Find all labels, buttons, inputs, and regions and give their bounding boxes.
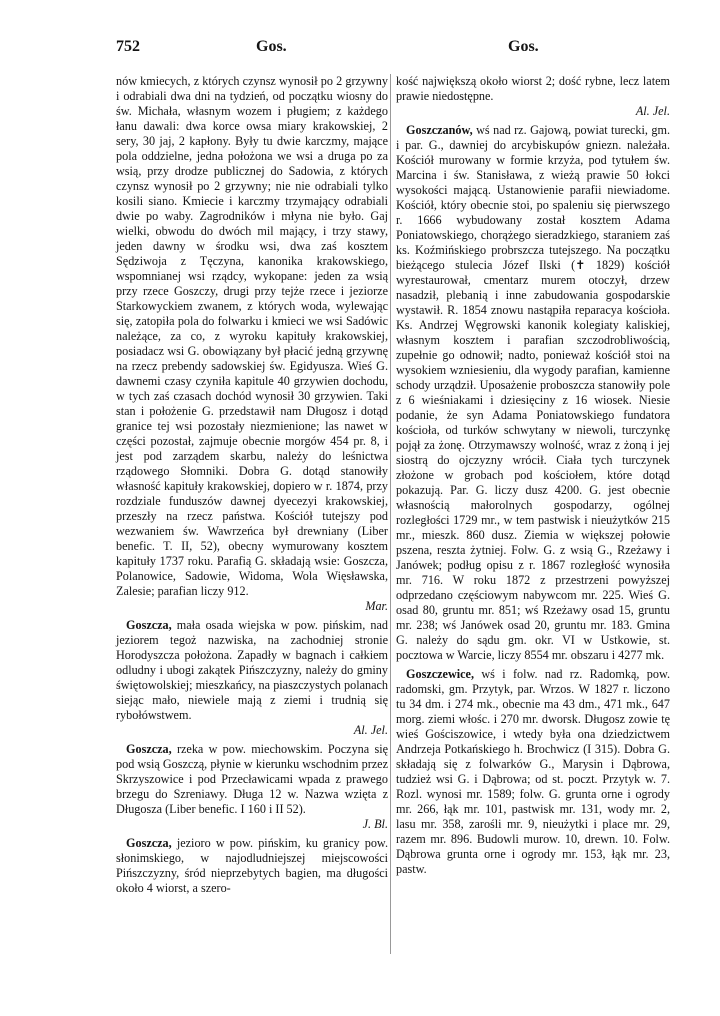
author-signature: J. Bl.: [362, 817, 388, 831]
entry-goszczewice: [396, 667, 670, 877]
entry-continuation: [116, 74, 388, 614]
entry-text: wś nad rz. Gajową, powiat turecki, gm. i par. G., dawniej do arcybiskupów gniezn. należała. Kościół murowany w formie krzyża, pod tytułem św. Marcina i św. Stanisława, z wieżą prawie 50 łokci wysokości mającą. Ustanowienie parafii niewiadome. Kościół, który obecnie stoi, po spaleniu się pierwszego r. 1666 wybudowany został kosztem Adama Poniatowskiego, chorążego sieradzkiego, staraniem zaś ks. Koźmińskiego probrszcza tutejszego. Na początku bieżącego stulecia Józef Ilski (✝ 1829) kościół wyrestaurował, cmentarz murem otoczył, drzew nasadził, plebanią i inne zabudowania gospodarskie wystawił. R. 1854 znowu nastąpiła reparacya kościoła. Ks. Andrzej Węgrowski kanonik kolegiaty kaliskiej, własnym kosztem i parafian szczodrobliwością, zupełnie go odnowił; nadto, ponieważ kościół stoi na wysokiem wzniesieniu, dla wygody parafian, kamienne schody urządził. Uposażenie proboszcza stanowiły pole z 6 wieśniakami i dziesięciny z 16 wiosek. Niesie podanie, że syn Adama Poniatowskiego fundatora kościoła, od turków schwytany w niewoli, turczynkę pojął za żonę. Otrzymawszy wolność, wraz z żoną i jej siostrą do ojczyzny wrócił. Ciała tych turczynek złożone w grobach pod kościołem, które dotąd pokazują. Par. G. liczy dusz 4200. G. jest obecnie własnością małorolnych gospodarzy, ogólnej rozległości 1729 mr., w tem pastwisk i nieużytków 215 mr., mieszk. 860 dusz. Ziemia w większej połowie pszena, reszta żytniej. Folw. G. z wsią G., Rzeżawy i Janówek; podług opisu z r. 1867 rozległość wynosiła mr. 716. W roku 1872 z przestrzeni powyższej odprzedano częściowym nabywcom mr. 225. Wieś G. osad 80, gruntu mr. 851; wś Rzeżawy osad 15, gruntu mr. 238; wś Janówek osad 20, gruntu mr. 183. Gmina G. należy do sądu gm. okr. VI w Ustkowie, st. pocztowa w Warcie, liczy 8554 mr. obszaru i 4277 mk.: [396, 123, 670, 662]
left-column: [116, 74, 388, 896]
page-header: [0, 38, 720, 64]
entry-goszcza-rzeka: [116, 742, 388, 832]
author-signature: Mar.: [365, 599, 388, 613]
entry-headword: Goszczewice,: [406, 667, 475, 681]
entry-headword: Goszcza,: [126, 742, 172, 756]
right-running-head: Gos.: [508, 38, 539, 55]
entry-text: kość największą około wiorst 2; dość rybne, lecz latem prawie niedostępne.: [396, 74, 670, 103]
entry-text: mała osada wiejska w pow. pińskim, nad jeziorem tegoż nazwiska, na zachodniej stronie Horodyszcza położona. Zapadły w bagnach i całkiem odludny i ubogi zakątek Pińszczyzny, należy do gminy świętowolskiej; mieszkańcy, na piaszczystych polanach siejąc mało, niewiele mają z ziemi i trudnią się rybołówstwem.: [116, 618, 388, 722]
entry-goszcza-osada: [116, 618, 388, 738]
entry-text: rzeka w pow. miechowskim. Poczyna się pod wsią Goszczą, płynie w kierunku wschodnim przez Skrzyszowice i pod Przecławicami wpada z prawego brzegu do Szreniawy. Długa 12 w. Nazwa wzięta z Długosza (Liber benefic. I 160 i II 52).: [116, 742, 388, 816]
left-running-head: Gos.: [256, 38, 287, 55]
entry-headword: Goszcza,: [126, 836, 172, 850]
entry-goszcza-jezioro: [116, 836, 388, 896]
author-signature: Al. Jel.: [635, 104, 670, 118]
page-number: 752: [116, 38, 140, 55]
entry-headword: Goszcza,: [126, 618, 172, 632]
entry-continuation: [396, 74, 670, 119]
right-column: [396, 74, 670, 877]
entry-goszczanow: [396, 123, 670, 663]
entry-text: nów kmiecych, z których czynsz wynosił po 2 grzywny i odrabiali dwa dni na tydzień, od początku wiosny do św. Michała, własnym wozem i pługiem; z każdego łanu dawali: dwa korce owsa miary krakowskiej, 2 sery, 30 jaj, 2 kapłony. Były tu dwie karczmy, mające pola oddzielne, jedna położona we wsi a druga po za wsią, przy drodze publicznej do Sadowia, z których czynsz wynosił po 2 grzywny; nie nie odrabiali tylko kosili siano. Kmiecie i karczmy trzymający odrabiali dwie po waby. Zagrodników i młyna nie było. Gaj wielki, obwodu do dwóch mil mający, i trzy stawy, jeden dawny w środku wsi, dwa zaś kosztem Sędziwoja z Tęczyna, kanonika krakowskiego, wspomnianej wsi rządcy, wykopane: jeden za wsią przy rzece Goszczy, drugi przy tejże rzece i jeziorze Starkowyckiem zwanem, z których woda, wylewając się, zatopiła pola do folwarku i kmieci we wsi Sadówic należące, za co, z wyroku kapituły krakowskiej, posiadacz wsi G. obowiązany był płacić jedną grzywnę na rzecz prebendy sadowskiej św. Egidyusza. Wieś G. dawnemi czasy czyniła kapitule 40 grzywien dochodu, w tych zaś czasach dochód wynosił 30 grzywien. Taki stan i położenie G. przedstawił nam Długosz i dotąd granice tej wsi pozostały niezmienione; las nawet w części pozostał, zajmuje obecnie morgów 454 pr. 8, i jest pod zarządem skarbu, należy do leśnictwa rządowego Słomniki. Dobra G. dotąd stanowiły własność kapituły krakowskiej, dopiero w r. 1874, przy rozdziale funduszów dawnej dyecezyi krakowskiej, przeszły na rzecz państwa. Kościół tutejszy pod wezwaniem św. Wawrzeńca był drewniany (Liber benefic. T. II, 52), obecny wymurowany kosztem kapituły 1737 roku. Parafią G. składają wsie: Goszcza, Polanowice, Sadowie, Widoma, Wola Więsławska, Zalesie; parafian liczy 912.: [116, 74, 388, 598]
entry-text: jezioro w pow. pińskim, ku granicy pow. słonimskiego, w najodludniejszej miejscowości Pińszczyzny, śród nieprzebytych bagien, ma długości około 4 wiorst, a szero-: [116, 836, 388, 895]
author-signature: Al. Jel.: [353, 723, 388, 737]
column-divider: [390, 74, 391, 954]
entry-headword: Goszczanów,: [406, 123, 473, 137]
entry-text: wś i folw. nad rz. Radomką, pow. radomski, gm. Przytyk, par. Wrzos. W 1827 r. liczono tu 34 dm. i 274 mk., obecnie ma 43 dm., 471 mk., 647 morg. ziemi włośc. i 270 mr. dworsk. Długosz zowie tę wieś Gościszowice, i wtedy była ona dziedzictwem Andrzeja Potkańskiego h. Brochwicz (I 315). Dobra G. składają się z folwarków G., Marysin i Dąbrowa, tudzież wsi G. i Dąbrowa; od st. poczt. Przytyk w. 7. Rozl. wynosi mr. 1589; folw. G. grunta orne i ogrody mr. 266, łąk mr. 101, pastwisk mr. 131, wody mr. 2, lasu mr. 358, zarośli mr. 9, nieużytki i place mr. 29, razem mr. 896. Budowli murow. 10, drewn. 10. Folw. Dąbrowa grunta orne i ogrody mr. 153, łąk mr. 23, pastw.: [396, 667, 670, 876]
